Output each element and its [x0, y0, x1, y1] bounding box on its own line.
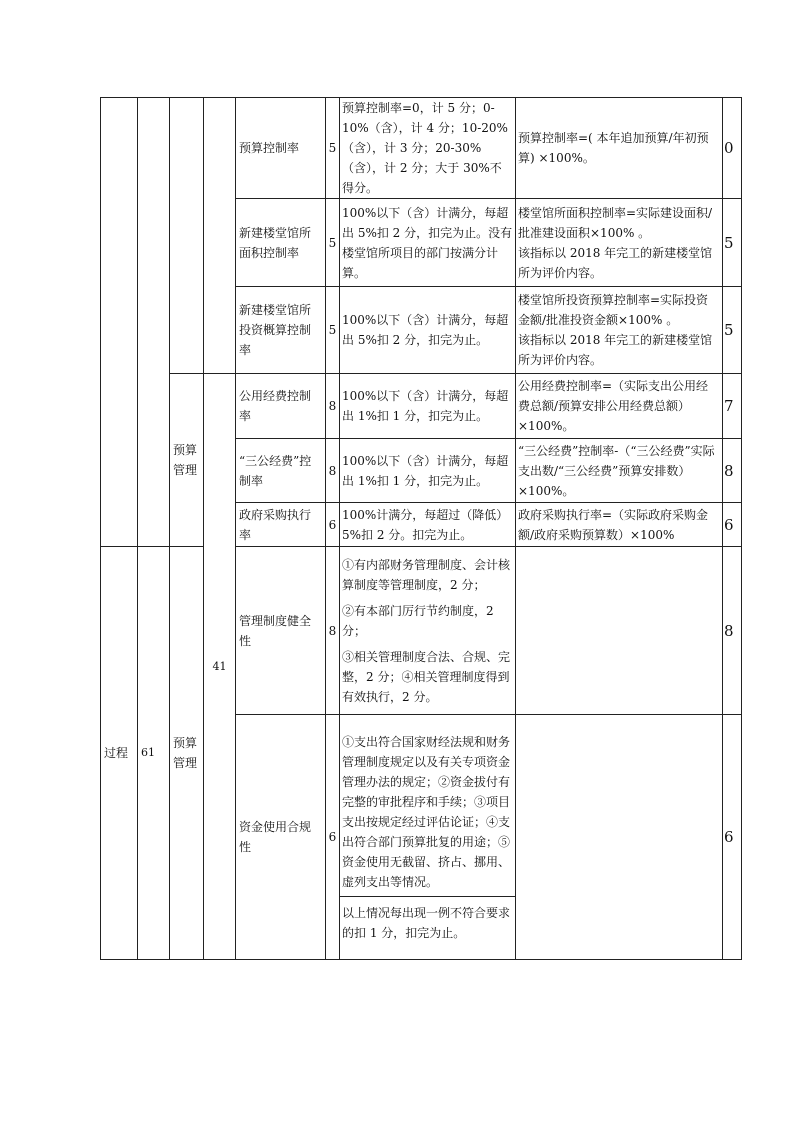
evaluation-table — [100, 97, 742, 960]
indicator-description — [516, 439, 723, 503]
scoring-standard: 100%以下（含）计满分，每超出 1%扣 1 分，扣完为止。 — [340, 374, 516, 439]
score-value: 5 — [723, 199, 742, 287]
indicator-name: 管理制度健全性 — [236, 547, 326, 715]
description-line: 楼堂馆所投资预算控制率=实际投资金额/批准投资金额×100% 。 — [518, 293, 709, 327]
standard-part: ②有本部门厉行节约制度，2 分； — [342, 603, 494, 638]
level1-empty-cell — [101, 98, 138, 547]
indicator-description-empty — [516, 715, 723, 960]
score-value: 8 — [723, 547, 742, 715]
indicator-name: 公用经费控制率 — [236, 374, 326, 439]
scoring-standard: 100%以下（含）计满分，每超出 1%扣 1 分，扣完为止。 — [340, 439, 516, 503]
indicator-name: 新建楼堂馆所投资概算控制率 — [236, 287, 326, 374]
indicator-description-empty — [516, 547, 723, 715]
indicator-description — [516, 199, 723, 287]
indicator-description — [516, 503, 723, 547]
description-line: 预算控制率=( 本年追加预算/年初预算) ×100%。 — [518, 131, 709, 165]
indicator-name: 预算控制率 — [236, 98, 326, 199]
standard-part: ③相关管理制度合法、合规、完整，2 分；④相关管理制度得到有效执行，2 分。 — [342, 649, 511, 704]
level2-label: 预算管理 — [173, 736, 198, 770]
description-line: 该指标以 2018 年完工的新建楼堂馆所为评价内容。 — [518, 245, 713, 280]
level1-score-empty-cell — [138, 98, 170, 547]
level2-score-empty-cell — [204, 98, 236, 374]
indicator-score: 8 — [326, 374, 340, 439]
indicator-name: “三公经费”控制率 — [236, 439, 326, 503]
indicator-score: 5 — [326, 98, 340, 199]
standard-part: ①支出符合国家财经法规和财务管理制度规定以及有关专项资金管理办法的规定；②资金拔付有完整的审批程序和手续；③项目支出按规定经过评估论证；④支出符合部门预算批复的用途；⑤资金使用无截留、挤占、挪用、虚列支出等情况。 — [342, 734, 511, 889]
description-line: 公用经费控制率=（实际支出公用经费总额/预算安排公用经费总额）×100%。 — [518, 379, 709, 433]
scoring-standard — [340, 547, 516, 715]
indicator-description — [516, 374, 723, 439]
indicator-score: 8 — [326, 439, 340, 503]
score-value: 7 — [723, 374, 742, 439]
score-value: 6 — [723, 715, 742, 960]
standard-part: 以上情况每出现一例不符合要求的扣 1 分，扣完为止。 — [340, 896, 515, 943]
indicator-score: 8 — [326, 547, 340, 715]
level2-subtotal-score: 41 — [204, 374, 236, 960]
indicator-name: 政府采购执行率 — [236, 503, 326, 547]
level1-process-score: 61 — [138, 547, 170, 960]
level2-budget-management — [170, 374, 204, 547]
indicator-description — [516, 287, 723, 374]
table-row — [101, 374, 742, 439]
level2-empty-cell — [170, 98, 204, 374]
scoring-standard: 100%以下（含）计满分，每超出 5%扣 2 分，扣完为止。 — [340, 287, 516, 374]
scoring-standard: 预算控制率=0，计 5 分；0-10%（含），计 4 分；10-20%（含），计 3 分；20-30%（含），计 2 分；大于 30%不得分。 — [340, 98, 516, 199]
scoring-standard — [340, 715, 516, 960]
description-line: 政府采购执行率=（实际政府采购金额/政府采购预算数）×100% — [518, 507, 709, 542]
table-row — [101, 98, 742, 199]
description-line: 楼堂馆所面积控制率=实际建设面积/批准建设面积×100% 。 — [518, 205, 713, 240]
indicator-score: 6 — [326, 503, 340, 547]
standard-part: ①有内部财务管理制度、会计核算制度等管理制度，2 分； — [342, 557, 511, 592]
score-value: 5 — [723, 287, 742, 374]
level2-budget-management — [170, 547, 204, 960]
indicator-score: 6 — [326, 715, 340, 960]
indicator-description — [516, 98, 723, 199]
level2-label: 预算管理 — [173, 443, 198, 477]
description-line: “三公经费”控制率-（“三公经费”实际支出数/“三公经费”预算安排数）×100%。 — [518, 443, 715, 498]
scoring-standard: 100%计满分，每超过（降低）5%扣 2 分。扣完为止。 — [340, 503, 516, 547]
indicator-name: 资金使用合规性 — [236, 715, 326, 960]
score-value: 0 — [723, 98, 742, 199]
table-row — [101, 547, 742, 715]
indicator-name: 新建楼堂馆所面积控制率 — [236, 199, 326, 287]
indicator-score: 5 — [326, 199, 340, 287]
description-line: 该指标以 2018 年完工的新建楼堂馆所为评价内容。 — [518, 333, 713, 367]
level1-process: 过程 — [101, 547, 138, 960]
scoring-standard: 100%以下（含）计满分，每超出 5%扣 2 分，扣完为止。没有楼堂馆所项目的部门按满分计算。 — [340, 199, 516, 287]
score-value: 8 — [723, 439, 742, 503]
score-value: 6 — [723, 503, 742, 547]
indicator-score: 5 — [326, 287, 340, 374]
